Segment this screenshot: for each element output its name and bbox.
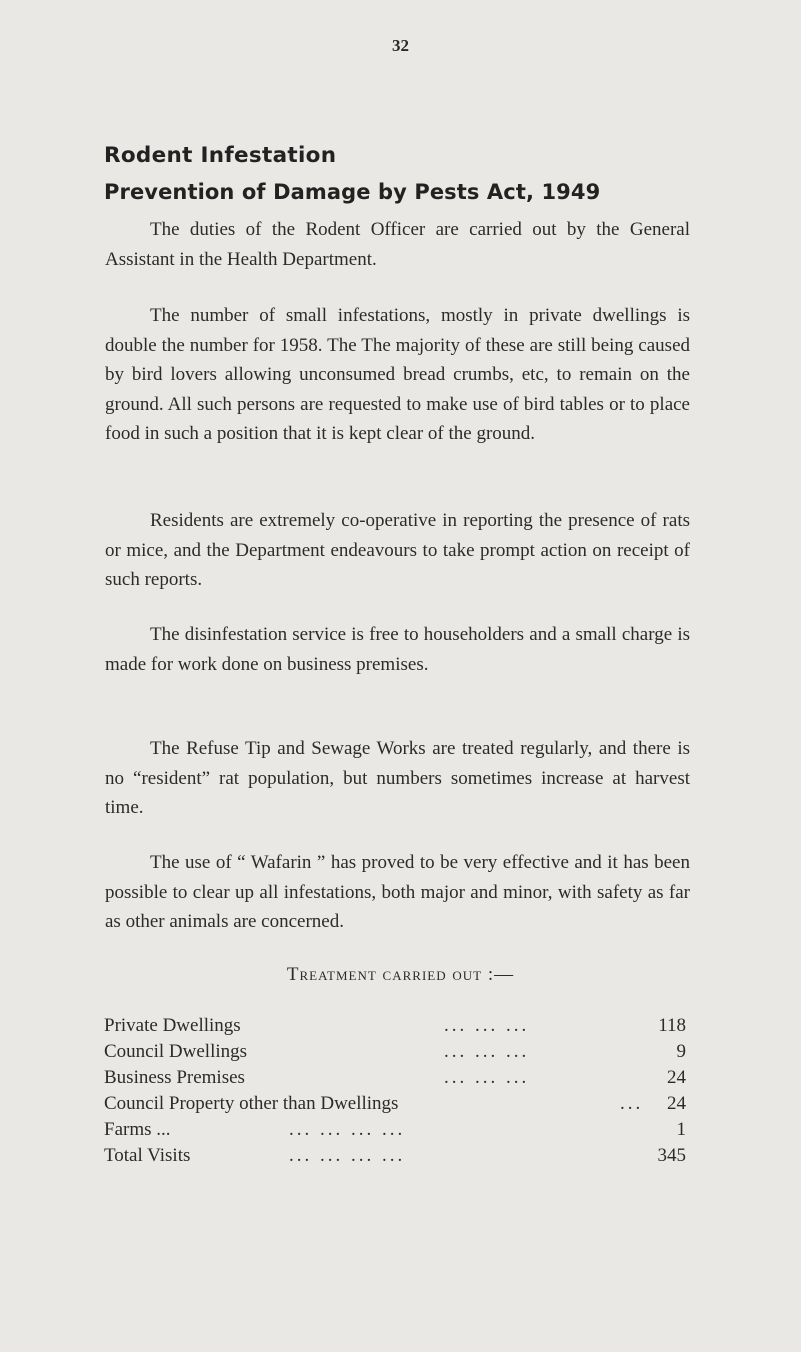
- treatment-row-label: Farms ...: [104, 1119, 171, 1140]
- treatment-row-label: Business Premises: [104, 1067, 245, 1088]
- treatment-row: [104, 1013, 686, 1039]
- treatment-row-label: Private Dwellings: [104, 1015, 241, 1036]
- section-title: Rodent Infestation: [104, 143, 337, 168]
- treatment-row-leader: ... ... ...: [444, 1015, 530, 1036]
- treatment-row-leader: ... ... ...: [444, 1041, 530, 1062]
- paragraph-disinfestation-service: The disinfestation service is free to householders and a small charge is made for work done on business premises.: [105, 624, 690, 675]
- treatment-row-leader: ... ... ... ...: [289, 1119, 406, 1140]
- treatment-row: [104, 1117, 686, 1143]
- treatment-row-label: Council Property other than Dwellings: [104, 1093, 399, 1114]
- treatment-row-leader: ... ... ...: [444, 1067, 530, 1088]
- treatment-row: [104, 1091, 686, 1117]
- paragraph-rodent-officer: The duties of the Rodent Officer are carried out by the General Assistant in the Health Department.: [105, 219, 690, 270]
- treatment-table-title: Treatment carried out :—: [286, 964, 515, 985]
- treatment-row: [104, 1039, 686, 1065]
- treatment-row-value: 24: [667, 1067, 686, 1088]
- treatment-row-value: 24: [667, 1093, 686, 1114]
- treatment-row: [104, 1065, 686, 1091]
- paragraph-small-infestations: The number of small infestations, mostly in private dwellings is double the number for 1958. The The majority of these are still being caused by bird lovers allowing unconsumed bread crumbs, etc, to remain on the ground. All such persons are requested to make use of bird tables or to place food in such a position that it is kept clear of the ground.: [105, 305, 690, 444]
- treatment-row-leader: ... ... ... ...: [289, 1145, 406, 1166]
- treatment-row: [104, 1143, 686, 1169]
- treatment-row-value: 1: [676, 1119, 686, 1140]
- treatment-row-value: 345: [657, 1145, 686, 1166]
- paragraph-residents: Residents are extremely co-operative in reporting the presence of rats or mice, and the Department endeavours to take prompt action on receipt of such reports.: [105, 510, 690, 590]
- section-subtitle: Prevention of Damage by Pests Act, 1949: [104, 180, 601, 204]
- treatment-row-label: Total Visits: [104, 1145, 191, 1166]
- treatment-row-label: Council Dwellings: [104, 1041, 248, 1062]
- treatment-row-value: 9: [676, 1041, 686, 1062]
- treatment-row-value: 118: [658, 1015, 686, 1036]
- page-number: 32: [392, 36, 409, 55]
- treatment-row-leader: ...: [620, 1093, 644, 1114]
- paragraph-wafarin: The use of “ Wafarin ” has proved to be very effective and it has been possible to clear up all infestations, both major and minor, with safety as far as other animals are concerned.: [105, 852, 690, 932]
- paragraph-refuse-tip: The Refuse Tip and Sewage Works are treated regularly, and there is no “resident” rat population, but numbers sometimes increase at harvest time.: [105, 738, 690, 818]
